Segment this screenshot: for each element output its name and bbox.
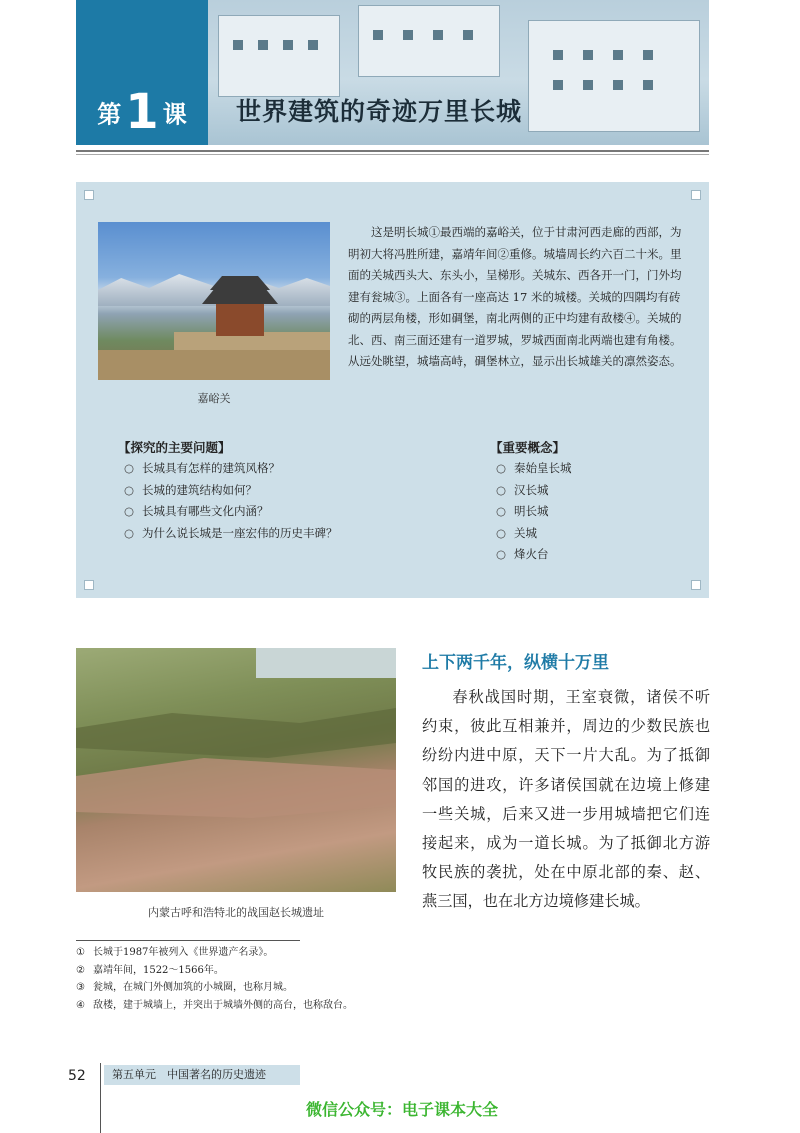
footnote: [76, 979, 353, 997]
list-item: ○ 烽火台: [496, 544, 572, 566]
lesson-suffix: 课: [162, 100, 187, 129]
section-title: 上下两千年，纵横十万里: [422, 653, 609, 673]
footnote: [76, 962, 353, 980]
page-number: 52: [68, 1068, 86, 1084]
footnote: [76, 997, 353, 1015]
lesson-number: [76, 84, 208, 140]
list-item: ○ 长城具有哪些文化内涵？: [124, 501, 338, 523]
footnote-text: 敌楼，建于城墙上，并突出于城墙外侧的高台，也称敌台。: [92, 999, 353, 1011]
questions-list: [124, 458, 338, 544]
list-item: ○ 关城: [496, 523, 572, 545]
footnote-mark: ③: [76, 982, 85, 993]
list-item: ○ 汉长城: [496, 480, 572, 502]
lesson-title: 世界建筑的奇迹万里长城: [236, 97, 523, 126]
footnote-mark: ④: [76, 999, 85, 1011]
list-item: ○ 长城具有怎样的建筑风格？: [124, 458, 338, 480]
corner-mark: [84, 580, 94, 590]
footnote-text: 嘉靖年间，1522～1566年。: [92, 964, 224, 976]
jiayuguan-photo: [98, 222, 330, 380]
lesson-prefix: 第: [97, 100, 122, 129]
footnote: [76, 944, 353, 962]
corner-mark: [691, 580, 701, 590]
questions-heading: 【探究的主要问题】: [118, 440, 231, 455]
footnote-mark: ②: [76, 964, 85, 976]
jiayuguan-caption: 嘉峪关: [197, 392, 231, 405]
list-item: ○ 长城的建筑结构如何？: [124, 480, 338, 502]
zhao-wall-ruins-photo: [76, 648, 396, 892]
footnote-rule: [76, 940, 300, 941]
intro-paragraph: 这是明长城①最西端的嘉峪关，位于甘肃河西走廊的西部，为明初大将冯胜所建，嘉靖年间②重修。城墙周长约六百二十米。里面的关城西头大、东头小，呈梯形。关城东、西各开一门，门外均建有瓮城③。上面各有一座高达 17 米的城楼。关城的四隅均有砖砌的两层角楼，形如碉堡，南北两侧的正中均建有敌楼④。关城的北、西、南三面还建有一道罗城，罗城西面南北两端也建有角楼。从远处眺望，城墙高峙，碉堡林立，显示出长城雄关的凛然姿态。: [348, 225, 682, 368]
lesson-number-block: [76, 0, 208, 145]
corner-mark: [691, 190, 701, 200]
footnote-text: 长城于1987年被列入《世界遗产名录》。: [92, 947, 274, 958]
header-rule-thin: [76, 154, 709, 155]
unit-label: 第五单元 中国著名的历史遗迹: [104, 1065, 300, 1085]
footnote-text: 瓮城，在城门外侧加筑的小城圈，也称月城。: [92, 982, 293, 993]
list-item: ○ 秦始皇长城: [496, 458, 572, 480]
list-item: ○ 明长城: [496, 501, 572, 523]
intro-box: [76, 182, 709, 598]
section-paragraph: 春秋战国时期，王室衰微，诸侯不听约束，彼此互相兼并，周边的少数民族也纷纷内进中原，天下一片大乱。为了抵御邻国的进攻，许多诸侯国就在边境上修建一些关城，后来又进一步用城墙把它们连接起来，成为一道长城。为了抵御北方游牧民族的袭扰，处在中原北部的秦、赵、燕三国，也在北方边境修建长城。: [422, 688, 710, 911]
corner-mark: [84, 190, 94, 200]
header-rule: [76, 150, 709, 152]
lesson-number-digit: 1: [125, 84, 159, 140]
list-item: ○ 为什么说长城是一座宏伟的历史丰碑？: [124, 523, 338, 545]
concepts-heading: 【重要概念】: [490, 440, 566, 455]
footnotes: [76, 944, 353, 1014]
ruins-caption: 内蒙古呼和浩特北的战国赵长城遗址: [148, 906, 324, 919]
watermark: 微信公众号：电子课本大全: [306, 1100, 499, 1119]
footnote-mark: ①: [76, 947, 85, 958]
footer-divider: [100, 1063, 101, 1133]
concepts-list: [496, 458, 572, 566]
